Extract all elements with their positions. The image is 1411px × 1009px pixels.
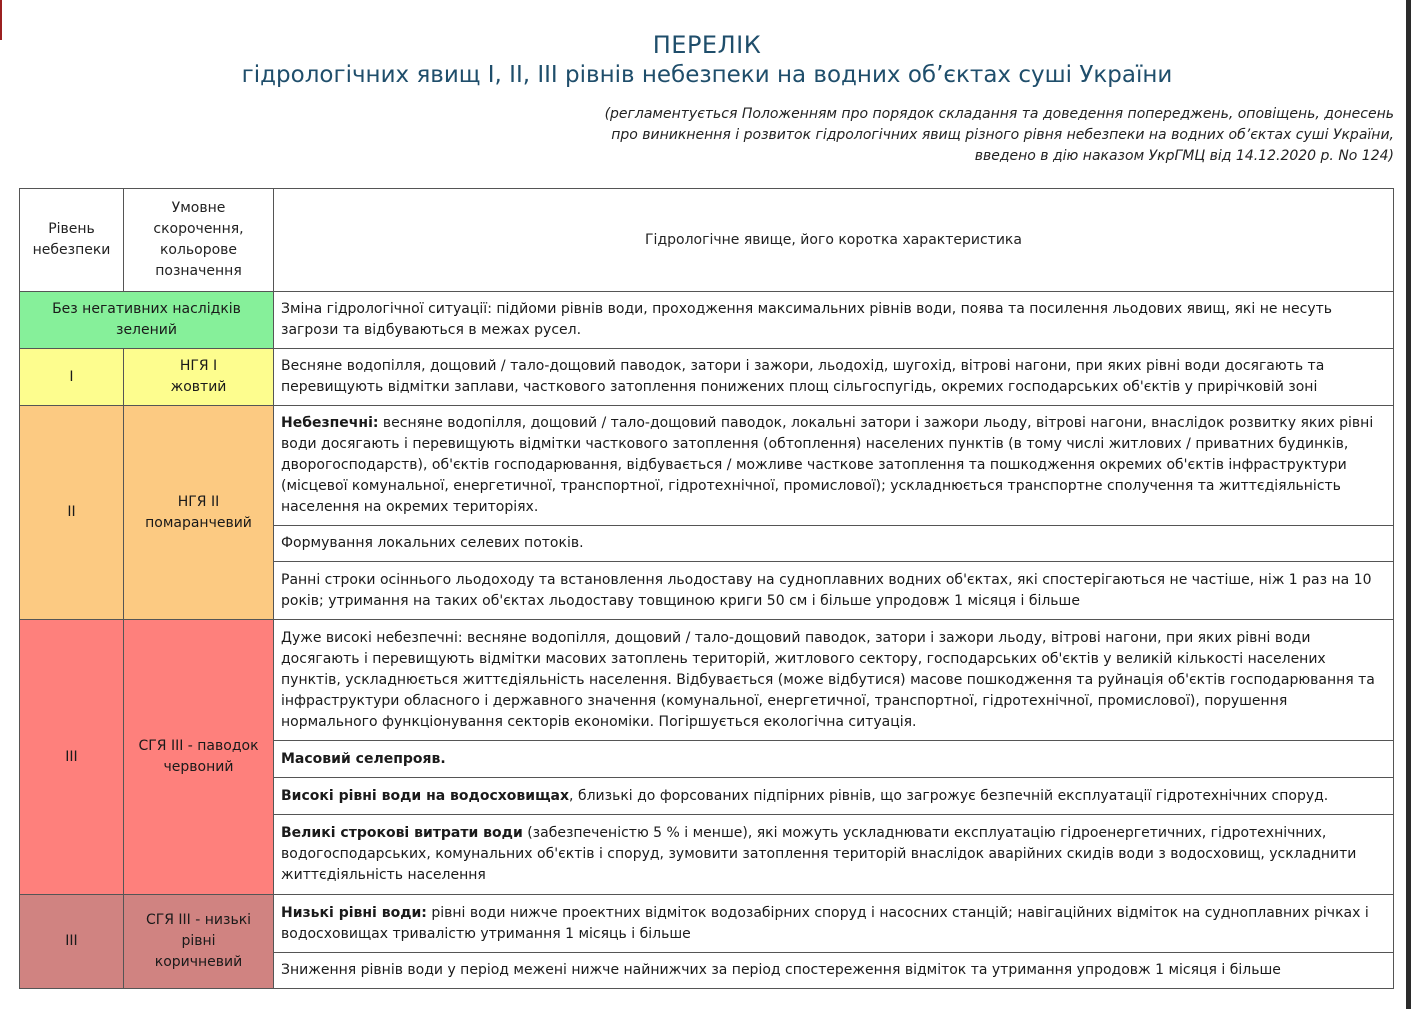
header-abbr: Умовне скорочення, кольорове позначення [124, 189, 274, 292]
level1-color-name: жовтий [170, 379, 227, 395]
table-row-level2 [20, 406, 1394, 526]
table-row-level3-flood [20, 620, 1394, 741]
level1-level: I [20, 349, 124, 406]
level2-desc-1 [274, 406, 1394, 526]
level3-flood-desc-3-bold: Високі рівні води на водосховищах [281, 787, 570, 804]
right-edge-strip [1406, 0, 1411, 1009]
header-desc: Гідрологічне явище, його коротка характеристика [274, 189, 1394, 292]
regulation-line: (регламентується Положенням про порядок складання та доведення попереджень, оповіщень, донесень [604, 106, 1394, 122]
level2-abbr: НГЯ II [177, 493, 220, 510]
level3-flood-desc-3-text: , близькі до форсованих підпірних рівнів, що загрожує безпечній експлуатації гідротехнічних споруд. [569, 787, 1329, 804]
regulation-note [394, 104, 1394, 167]
level2-level: II [20, 406, 124, 620]
level3-flood-desc-4-text: (забезпеченістю 5 % і менше), які можуть ускладнювати експлуатацію гідроенергетичних, гідротехнічних, водогосподарських, комунальних об'єктів і споруд, зумовити затоплення територій внаслідок аварійних скидів води з водосховищ, ускладнити життєдіяльність населення [281, 825, 1357, 883]
level3-low-desc-2: Зниження рівнів води у період межені нижче найнижчих за період спостереження відміток та утримання упродовж 1 місяця і більше [274, 953, 1394, 989]
level3-flood-abbr-cell [124, 620, 274, 895]
regulation-line: введено в дію наказом УкрГМЦ від 14.12.2020 р. No 124) [974, 148, 1394, 164]
left-edge-strip [0, 0, 2, 40]
page-header [20, 30, 1394, 90]
page-title: ПЕРЕЛІК [652, 31, 762, 59]
green-color-name: зелений [116, 322, 177, 338]
level3-flood-desc-1: Дуже високі небезпечні: весняне водопілля, дощовий / тало-дощовий паводок, затори і зажори льоду, вітрові нагони, при яких рівні води досягають і перевищують відмітки масових затоплень територій, житлового сектору, господарських об'єктів у великій кількості населених пунктів, ускладнюється життєдіяльність населення. Відбувається (може відбутися) масове пошкодження та руйнація об'єктів господарювання та інфраструктури обласного і державного значення (комунальної, енергетичної, транспортної, гідротехнічної, промислової), порушення нормального функціонування секторів економіки. Погіршується екологічна ситуація. [274, 620, 1394, 741]
level3-low-color-name: коричневий [154, 954, 243, 970]
level3-flood-desc-4-bold: Великі строкові витрати води [281, 825, 523, 841]
table-row-level1 [20, 349, 1394, 406]
hazard-table [19, 188, 1394, 989]
level1-abbr: НГЯ I [179, 358, 218, 374]
level3-low-abbr-2: рівні [181, 933, 216, 949]
level2-desc-3: Ранні строки осіннього льодоходу та встановлення льодоставу на судноплавних водних об'єктах, які спостерігаються не частіше, ніж 1 раз на 10 років; утримання на таких об'єктах льодоставу товщиною криги 50 см і більше упродовж 1 місяця і більше [274, 562, 1394, 620]
level2-desc-1-bold: Небезпечні: [281, 415, 379, 431]
regulation-line: про виникнення і розвиток гідрологічних явищ різного рівня небезпеки на водних об’єктах суші України, [611, 127, 1394, 143]
level3-flood-desc-2: Масовий селепрояв. [274, 741, 1394, 778]
level2-desc-2: Формування локальних селевих потоків. [274, 526, 1394, 562]
level3-flood-level: III [20, 620, 124, 895]
page-subtitle: гідрологічних явищ I, II, III рівнів небезпеки на водних об’єктах суші України [241, 62, 1173, 88]
level3-flood-desc-4 [274, 815, 1394, 895]
level2-color-name: помаранчевий [145, 514, 252, 531]
level3-low-desc-1-bold: Низькі рівні води: [281, 904, 427, 921]
green-label-cell [20, 292, 274, 349]
level3-low-level: III [20, 895, 124, 989]
level2-abbr-cell [124, 406, 274, 620]
level3-flood-color-name: червоний [163, 759, 234, 775]
level2-desc-1-text: весняне водопілля, дощовий / тало-дощовий паводок, локальні затори і зажори льоду, вітрові нагони, внаслідок розвитку яких рівні води досягають і перевищують відмітки часткового затоплення (обтоплення) населених пунктів (в тому числі житлових / приватних будинків, дворогосподарств), об'єктів господарювання, відбувається / можливе часткове затоплення та пошкодження окремих об'єктів інфраструктури (місцевої комунальної, енергетичної, транспортної, гідротехнічної, промислової); ускладнюється транспортне сполучення та життєдіяльність населення на окремих територіях. [281, 415, 1374, 515]
green-label: Без негативних наслідків [52, 301, 241, 317]
level3-low-desc-1-text: рівні води нижче проектних відміток водозабірних споруд і насосних станцій; навігаційних відміток на судноплавних річках і водосховищах тривалістю утримання 1 місяць і більше [281, 904, 1369, 942]
level3-low-abbr: СГЯ III - низькі [145, 912, 252, 928]
level1-abbr-cell [124, 349, 274, 406]
green-desc: Зміна гідрологічної ситуації: підйоми рівнів води, проходження максимальних рівнів води, поява та посилення льодових явищ, які не несуть загрози та відбуваються в межах русел. [274, 292, 1394, 349]
level3-low-abbr-cell [124, 895, 274, 989]
table-row-level3-low [20, 895, 1394, 953]
header-level: Рівень небезпеки [20, 189, 124, 292]
table-row-green [20, 292, 1394, 349]
level3-flood-abbr: СГЯ III - паводок [138, 738, 259, 754]
level1-desc: Весняне водопілля, дощовий / тало-дощовий паводок, затори і зажори, льодохід, шугохід, вітрові нагони, при яких рівні води досягають та перевищують відмітки заплави, часткового затоплення понижених площ сільгоспугідь, окремих господарських об'єктів у прирічковій зоні [274, 349, 1394, 406]
table-header-row [20, 189, 1394, 292]
level3-low-desc-1 [274, 895, 1394, 953]
level3-flood-desc-3 [274, 778, 1394, 815]
